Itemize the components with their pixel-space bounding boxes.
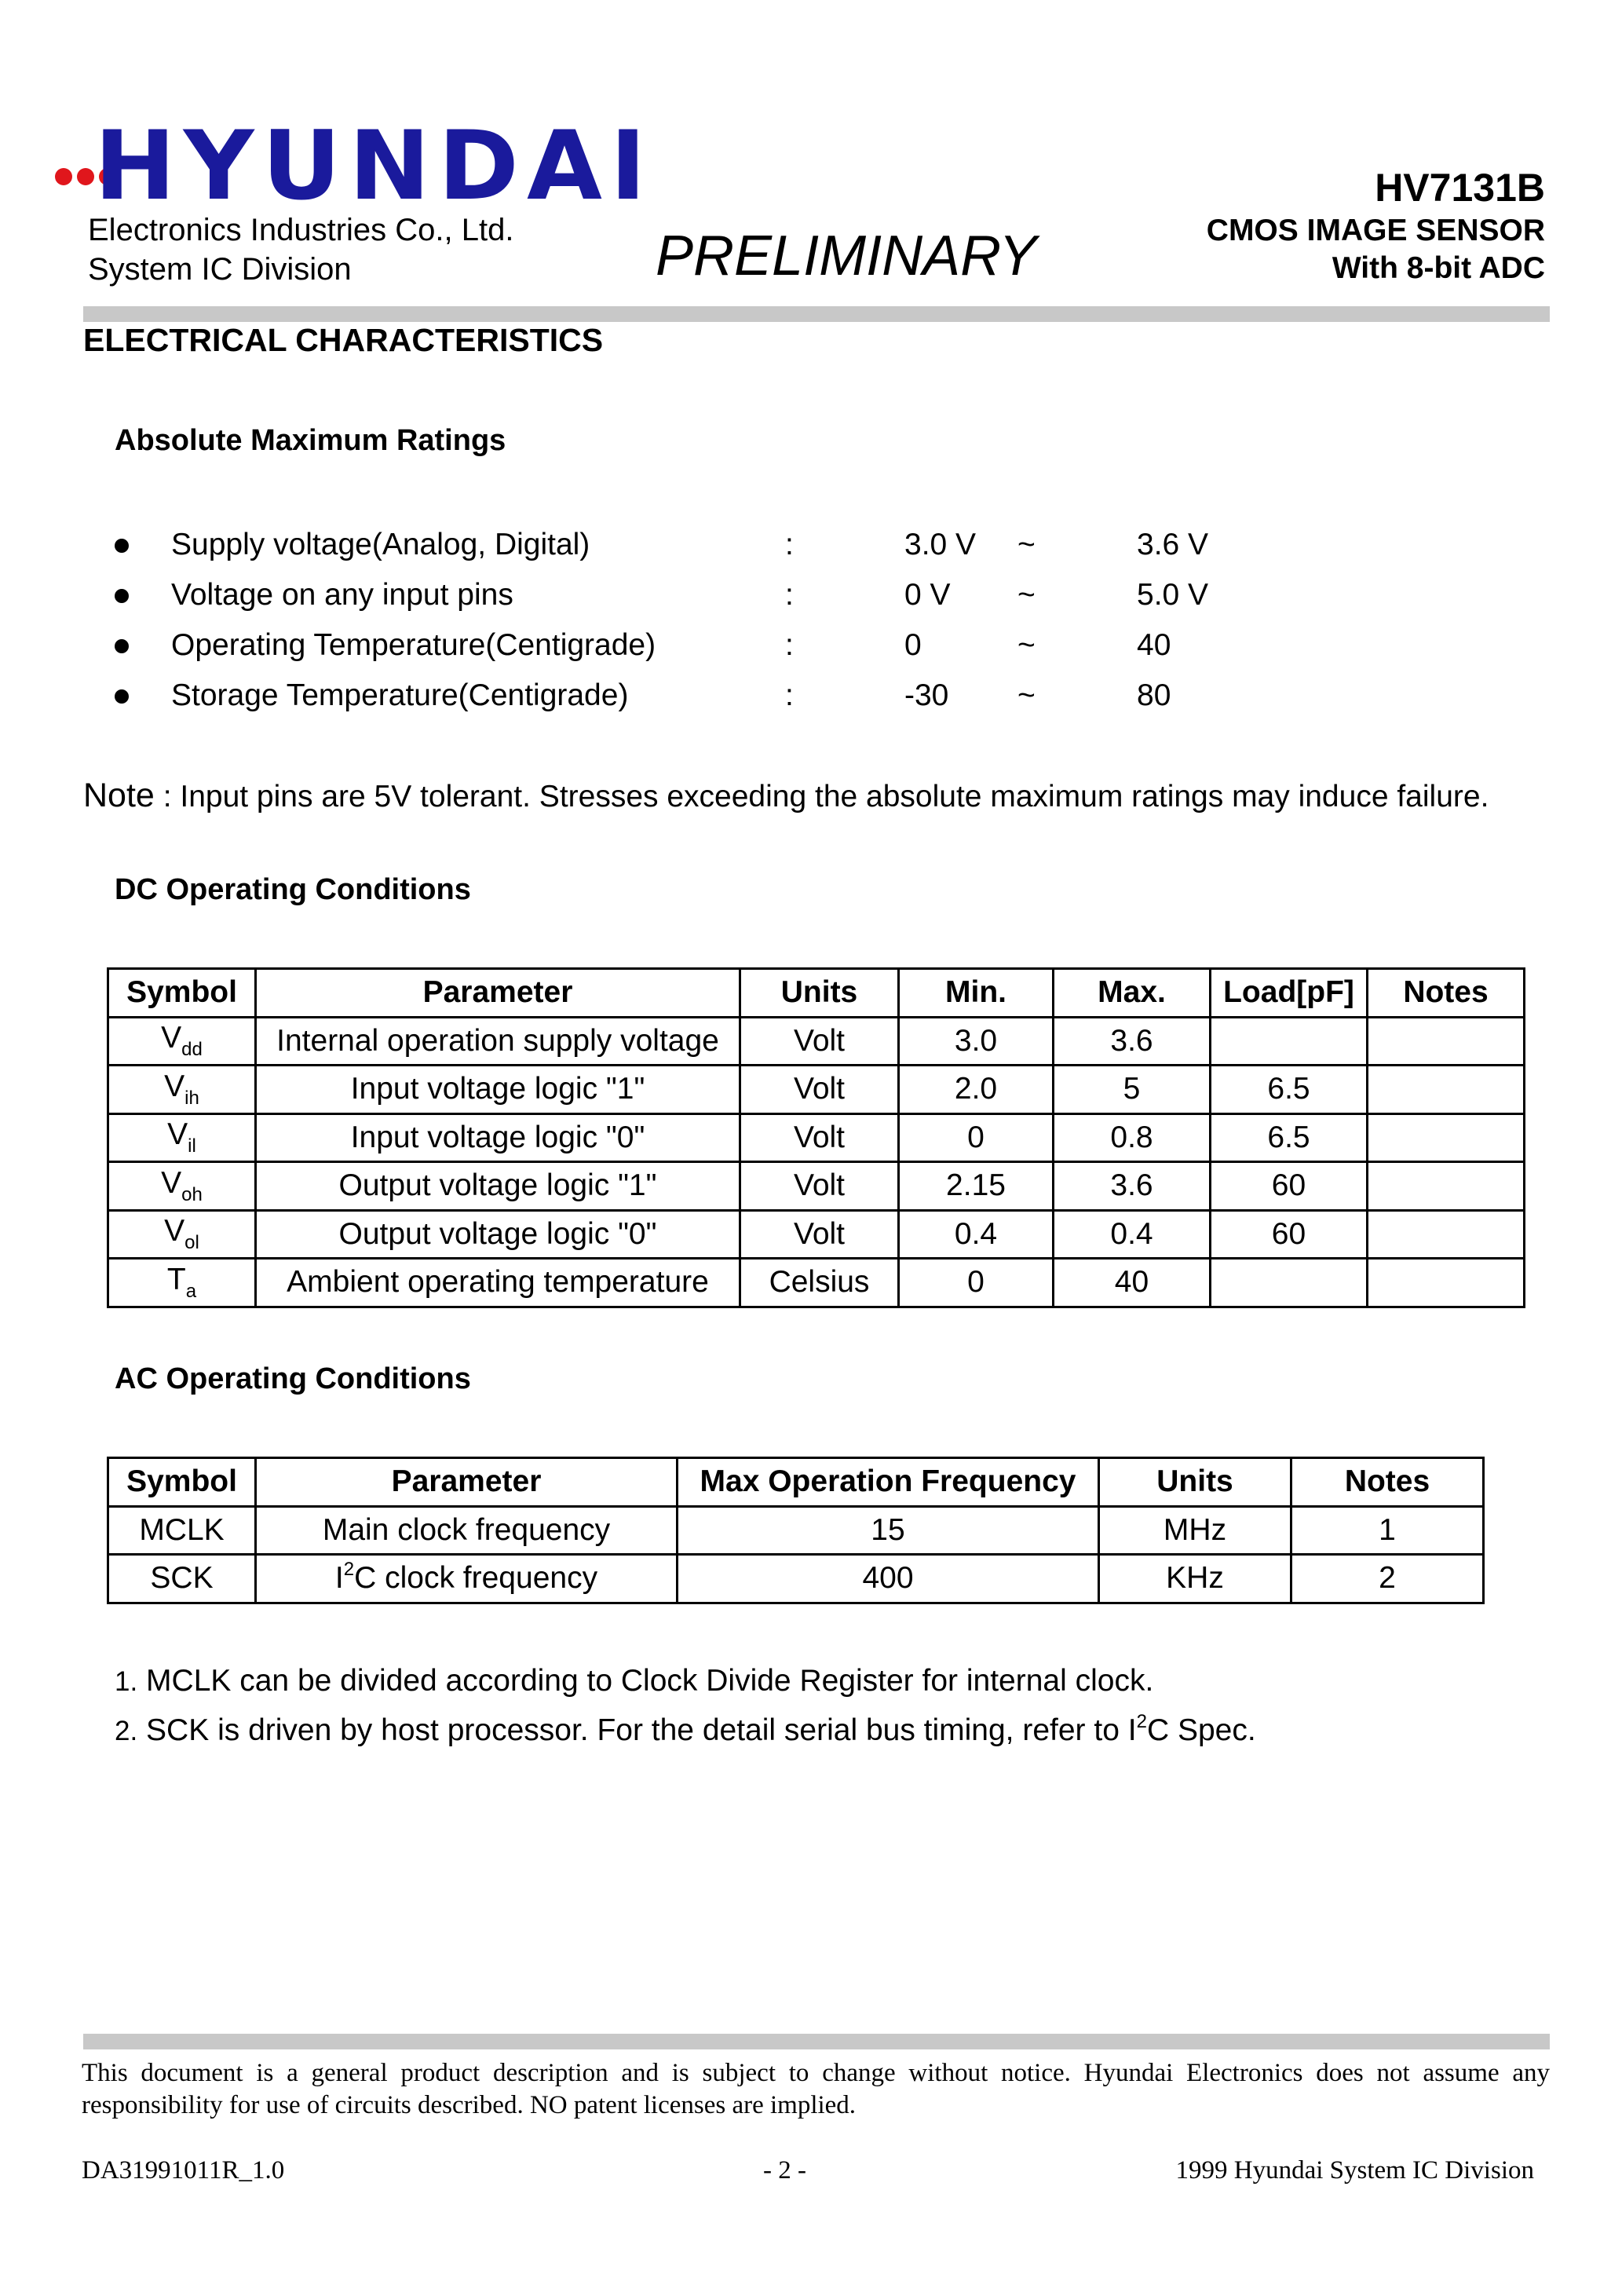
parameter-cell: Output voltage logic "0" [256, 1210, 740, 1259]
bullet-icon [115, 689, 129, 704]
bullet-icon [115, 589, 129, 603]
parameter-cell: Ambient operating temperature [256, 1259, 740, 1307]
units-cell: Volt [740, 1066, 899, 1114]
units-cell: Volt [740, 1017, 899, 1066]
logo-wordmark: HYUNDAI [94, 111, 655, 222]
footer-divider [83, 2034, 1550, 2049]
bullet-icon [115, 539, 129, 553]
rating-tilde: ~ [1017, 628, 1036, 662]
rating-min: 0 [904, 628, 922, 662]
symbol-subscript: dd [181, 1039, 203, 1061]
table-row [108, 1017, 1525, 1066]
parameter-cell: Main clock frequency [256, 1506, 678, 1555]
column-header: Parameter [256, 1458, 678, 1507]
notes-cell: 1 [1291, 1506, 1484, 1555]
units-cell: KHz [1099, 1555, 1291, 1603]
preliminary-label: PRELIMINARY [656, 225, 1037, 287]
notes-cell [1368, 1017, 1525, 1066]
symbol-cell [108, 1017, 256, 1066]
list-item [115, 671, 1292, 721]
table-row [108, 1066, 1525, 1114]
product-type: CMOS IMAGE SENSOR [1206, 214, 1545, 247]
rating-label: Voltage on any input pins [171, 578, 513, 612]
max-cell: 40 [1054, 1259, 1211, 1307]
table-row [108, 1506, 1484, 1555]
rating-separator: : [785, 528, 794, 561]
note-label: Note [83, 777, 155, 814]
symbol-base: V [164, 1069, 185, 1103]
symbol-base: V [161, 1021, 182, 1055]
rating-min: 0 V [904, 578, 951, 612]
load-cell: 60 [1211, 1210, 1368, 1259]
company-name [88, 210, 513, 289]
symbol-base: V [167, 1117, 188, 1152]
notes-cell [1368, 1066, 1525, 1114]
table-row [108, 1259, 1525, 1307]
column-header: Symbol [108, 969, 256, 1018]
note-text: : Input pins are 5V tolerant. Stresses exceeding the absolute maximum ratings may induce failure. [163, 780, 1489, 813]
parameter-cell: Internal operation supply voltage [256, 1017, 740, 1066]
ac-table [107, 1457, 1485, 1604]
copyright: 1999 Hyundai System IC Division [1175, 2156, 1534, 2184]
column-header: Load[pF] [1211, 969, 1368, 1018]
column-header: Notes [1368, 969, 1525, 1018]
min-cell: 2.0 [899, 1066, 1054, 1114]
load-cell [1211, 1017, 1368, 1066]
rating-separator: : [785, 628, 794, 662]
list-item [115, 620, 1292, 671]
header-divider [83, 306, 1550, 322]
column-header: Max. [1054, 969, 1211, 1018]
column-header: Parameter [256, 969, 740, 1018]
rating-max: 3.6 V [1137, 528, 1209, 561]
units-cell: Volt [740, 1210, 899, 1259]
note [83, 776, 1489, 817]
symbol-cell [108, 1162, 256, 1211]
symbol-subscript: ih [184, 1087, 199, 1109]
table-header-row [108, 969, 1525, 1018]
section-title: ELECTRICAL CHARACTERISTICS [83, 322, 604, 358]
symbol-base: V [161, 1165, 182, 1200]
rating-max: 5.0 V [1137, 578, 1209, 612]
table-row [108, 1555, 1484, 1603]
symbol-cell [108, 1210, 256, 1259]
rating-tilde: ~ [1017, 528, 1036, 561]
list-item [115, 570, 1292, 620]
column-header: Notes [1291, 1458, 1484, 1507]
column-header: Min. [899, 969, 1054, 1018]
document-id: DA31991011R_1.0 [82, 2156, 285, 2184]
dc-table [107, 967, 1525, 1308]
product-subtype: With 8-bit ADC [1332, 251, 1545, 285]
symbol-subscript: ol [184, 1232, 199, 1254]
symbol-base: V [164, 1214, 185, 1249]
max-cell: 5 [1054, 1066, 1211, 1114]
notes-cell [1368, 1162, 1525, 1211]
company-line-1: Electronics Industries Co., Ltd. [88, 213, 514, 247]
dc-title: DC Operating Conditions [115, 873, 471, 906]
rating-tilde: ~ [1017, 678, 1036, 712]
rating-min: -30 [904, 678, 949, 712]
logo-dot-1 [55, 168, 72, 185]
logo-dot-2 [77, 168, 94, 185]
symbol-cell: SCK [108, 1555, 256, 1603]
rating-separator: : [785, 678, 794, 712]
max-cell: 3.6 [1054, 1017, 1211, 1066]
table-row [108, 1210, 1525, 1259]
parameter-cell: $I^2C$ clock frequency [256, 1555, 678, 1603]
notes-cell [1368, 1210, 1525, 1259]
symbol-subscript: il [188, 1135, 196, 1157]
min-cell: 0 [899, 1259, 1054, 1307]
product-header [1207, 163, 1545, 287]
notes-cell: 2 [1291, 1555, 1484, 1603]
column-header: Units [740, 969, 899, 1018]
notes-cell [1368, 1259, 1525, 1307]
symbol-subscript: oh [181, 1183, 203, 1205]
table-row [108, 1113, 1525, 1162]
rating-label: Supply voltage(Analog, Digital) [171, 528, 590, 561]
parameter-cell: Input voltage logic "1" [256, 1066, 740, 1114]
units-cell: MHz [1099, 1506, 1291, 1555]
max-cell: 0.4 [1054, 1210, 1211, 1259]
footnote: 1. MCLK can be divided according to Clock Divide Register for internal clock. [115, 1664, 1154, 1698]
symbol-cell [108, 1113, 256, 1162]
symbol-cell: MCLK [108, 1506, 256, 1555]
frequency-cell: 400 [678, 1555, 1099, 1603]
min-cell: 3.0 [899, 1017, 1054, 1066]
bullet-icon [115, 639, 129, 653]
min-cell: 0.4 [899, 1210, 1054, 1259]
load-cell [1211, 1259, 1368, 1307]
max-cell: 3.6 [1054, 1162, 1211, 1211]
units-cell: Celsius [740, 1259, 899, 1307]
ac-title: AC Operating Conditions [115, 1362, 471, 1395]
hyundai-logo [55, 111, 655, 222]
column-header: Units [1099, 1458, 1291, 1507]
model-number: HV7131B [1375, 166, 1545, 210]
column-header: Max Operation Frequency [678, 1458, 1099, 1507]
parameter-cell: Output voltage logic "1" [256, 1162, 740, 1211]
rating-max: 80 [1137, 678, 1171, 712]
column-header: Symbol [108, 1458, 256, 1507]
page-number: - 2 - [763, 2156, 806, 2184]
load-cell: 6.5 [1211, 1066, 1368, 1114]
max-cell: 0.8 [1054, 1113, 1211, 1162]
units-cell: Volt [740, 1162, 899, 1211]
rating-min: 3.0 V [904, 528, 977, 561]
table-row [108, 1162, 1525, 1211]
rating-label: Operating Temperature(Centigrade) [171, 628, 656, 662]
rating-separator: : [785, 578, 794, 612]
footnote-number: 2. [115, 1716, 138, 1746]
disclaimer: This document is a general product description and is subject to change without notice. Hyundai Electronics does not assume any responsibility for use of circuits described. NO patent licenses are implied. [82, 2059, 1550, 2119]
notes-cell [1368, 1113, 1525, 1162]
min-cell: 2.15 [899, 1162, 1054, 1211]
symbol-cell [108, 1066, 256, 1114]
symbol-subscript: a [185, 1280, 197, 1302]
frequency-cell: 15 [678, 1506, 1099, 1555]
symbol-base: T [166, 1262, 186, 1296]
footnote: 2. SCK is driven by host processor. For the detail serial bus timing, refer to $I^2C$ Spec. [115, 1711, 1256, 1747]
superscript: 2 [343, 1559, 355, 1581]
parameter-cell: Input voltage logic "0" [256, 1113, 740, 1162]
units-cell: Volt [740, 1113, 899, 1162]
min-cell: 0 [899, 1113, 1054, 1162]
footnote-number: 1. [115, 1666, 138, 1697]
table-header-row [108, 1458, 1484, 1507]
list-item [115, 520, 1292, 570]
symbol-cell [108, 1259, 256, 1307]
load-cell: 6.5 [1211, 1113, 1368, 1162]
abs-max-title: Absolute Maximum Ratings [115, 424, 506, 457]
company-line-2: System IC Division [88, 252, 352, 287]
load-cell: 60 [1211, 1162, 1368, 1211]
rating-max: 40 [1137, 628, 1171, 662]
superscript: 2 [1136, 1711, 1147, 1732]
rating-tilde: ~ [1017, 578, 1036, 612]
rating-label: Storage Temperature(Centigrade) [171, 678, 629, 712]
